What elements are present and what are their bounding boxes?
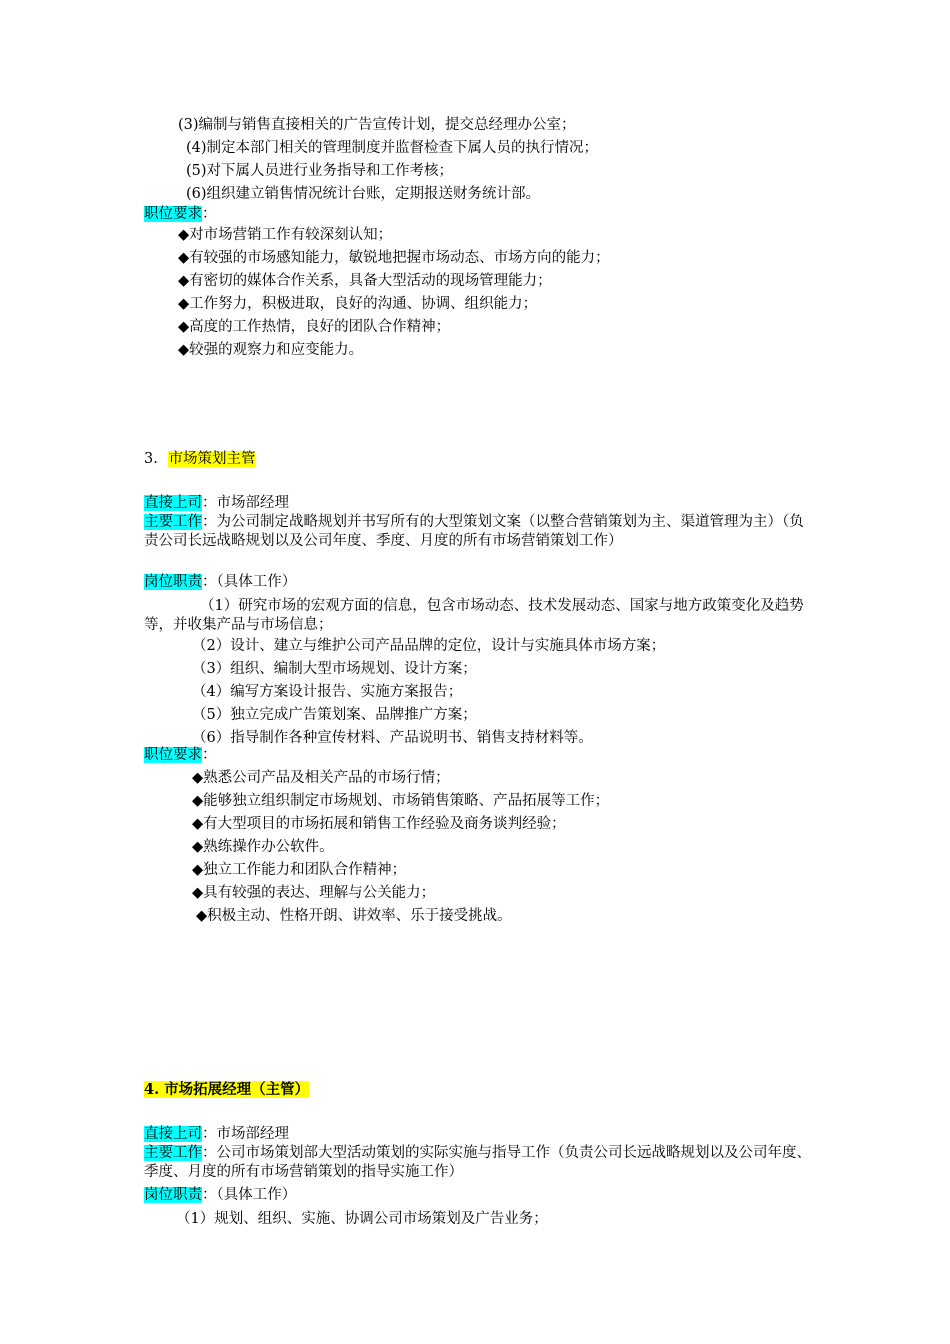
section-title	[144, 1080, 309, 1100]
requirement-item: ◆有较强的市场感知能力，敏锐地把握市场动态、市场方向的能力；	[178, 250, 610, 266]
requirement-item: ◆较强的观察力和应变能力。	[178, 342, 364, 358]
section-number: 3.	[144, 451, 158, 467]
duty-line: （3）组织、编制大型市场规划、设计方案；	[192, 661, 477, 677]
duties-label: 岗位职责	[144, 574, 202, 590]
section-title-text: 市场策划主管	[168, 451, 256, 467]
section-title-text: 4. 市场拓展经理（主管）	[144, 1081, 310, 1098]
duty-line: （6）指导制作各种宣传材料、产品说明书、销售支持材料等。	[192, 730, 593, 746]
supervisor-value: ：市场部经理	[202, 1126, 289, 1142]
duty-line: (4)制定本部门相关的管理制度并监督检查下属人员的执行情况；	[186, 140, 599, 156]
main-work-value: ：公司市场策划部大型活动策划的实际实施与指导工作（负责公司长远战略规划以及公司年度、季度、月度的所有市场营销策划的指导实施工作）	[144, 1145, 811, 1180]
duty-line: (3)编制与销售直接相关的广告宣传计划，提交总经理办公室；	[178, 117, 576, 133]
requirement-item: ◆具有较强的表达、理解与公关能力；	[192, 885, 436, 901]
main-work-label: 主要工作	[144, 1145, 202, 1161]
requirement-item: ◆能够独立组织制定市场规划、市场销售策略、产品拓展等工作；	[192, 793, 610, 809]
duty-line: （4）编写方案设计报告、实施方案报告；	[192, 684, 463, 700]
duty-line: (5)对下属人员进行业务指导和工作考核；	[186, 163, 454, 179]
supervisor-line	[144, 1125, 289, 1144]
requirements-heading	[144, 205, 217, 224]
requirement-item: ◆熟练操作办公软件。	[192, 839, 334, 855]
main-work	[144, 513, 812, 551]
duty-line: （5）独立完成广告策划案、品牌推广方案；	[192, 707, 477, 723]
requirement-item: ◆积极主动、性格开朗、讲效率、乐于接受挑战。	[196, 908, 512, 924]
requirement-item: ◆高度的工作热情，良好的团队合作精神；	[178, 319, 451, 335]
duty-line: (6)组织建立销售情况统计台账，定期报送财务统计部。	[186, 186, 541, 202]
duties-value: ：（具体工作）	[202, 574, 297, 590]
duty-line: （2）设计、建立与维护公司产品品牌的定位，设计与实施具体市场方案；	[192, 638, 666, 654]
duty-line: （1）研究市场的宏观方面的信息，包含市场动态、技术发展动态、国家与地方政策变化及趋势等，并收集产品与市场信息；	[144, 598, 804, 633]
requirement-item: ◆有密切的媒体合作关系，具备大型活动的现场管理能力；	[178, 273, 552, 289]
requirement-item: ◆对市场营销工作有较深刻认知；	[178, 227, 393, 243]
duty-line: （1）规划、组织、实施、协调公司市场策划及广告业务；	[176, 1211, 548, 1227]
duties-heading	[144, 1186, 296, 1205]
supervisor-line	[144, 494, 289, 513]
supervisor-label: 直接上司	[144, 1126, 202, 1142]
duties-heading	[144, 573, 296, 592]
requirements-colon: ：	[202, 206, 217, 222]
requirements-label: 职位要求	[144, 206, 202, 222]
duties-label: 岗位职责	[144, 1187, 202, 1203]
requirements-heading	[144, 746, 217, 765]
requirements-label: 职位要求	[144, 747, 202, 763]
duties-value: ：（具体工作）	[202, 1187, 297, 1203]
requirement-item: ◆工作努力，积极进取，良好的沟通、协调、组织能力；	[178, 296, 538, 312]
main-work	[144, 1144, 812, 1182]
supervisor-value: ：市场部经理	[202, 495, 289, 511]
requirement-item: ◆独立工作能力和团队合作精神；	[192, 862, 407, 878]
section-title	[144, 450, 255, 469]
requirement-item: ◆熟悉公司产品及相关产品的市场行情；	[192, 770, 450, 786]
requirement-item: ◆有大型项目的市场拓展和销售工作经验及商务谈判经验；	[192, 816, 566, 832]
supervisor-label: 直接上司	[144, 495, 202, 511]
requirements-colon: ：	[202, 747, 217, 763]
main-work-label: 主要工作	[144, 514, 202, 530]
main-work-value: ：为公司制定战略规划并书写所有的大型策划文案（以整合营销策划为主、渠道管理为主）（负责公司长远战略规划以及公司年度、季度、月度的所有市场营销策划工作）	[144, 514, 804, 549]
